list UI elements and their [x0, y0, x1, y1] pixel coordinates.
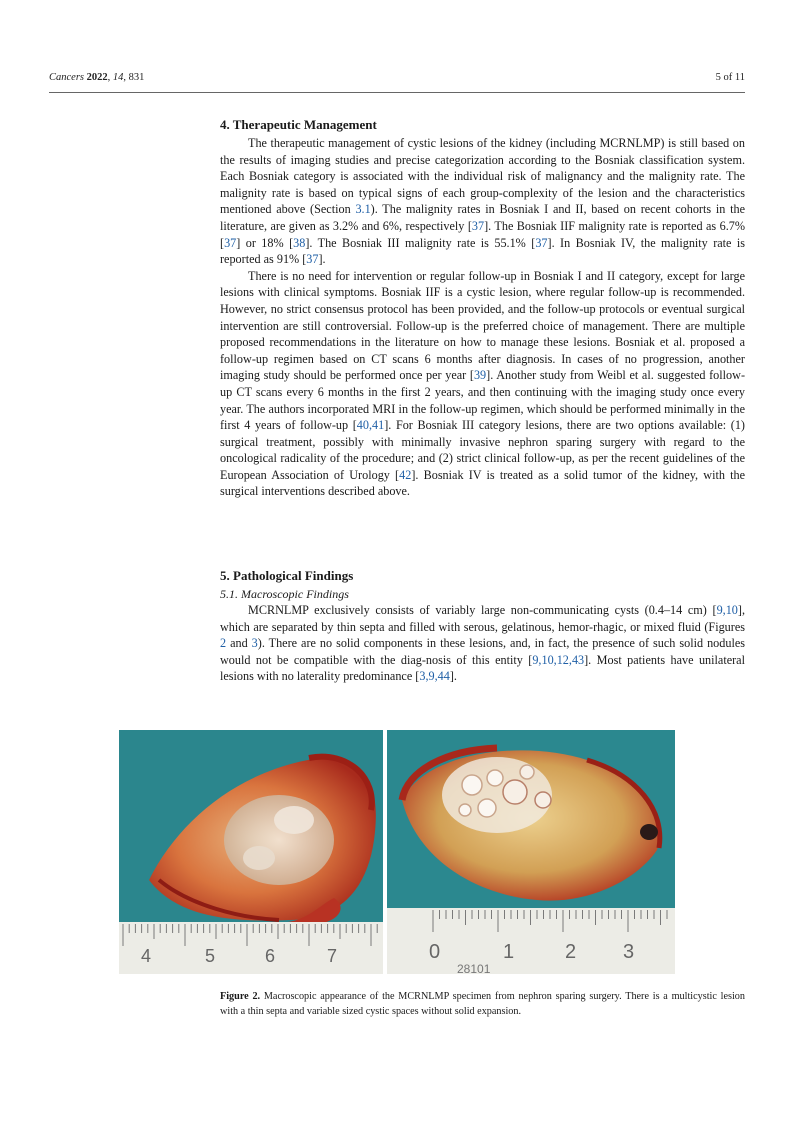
citation-link[interactable]: 3.1 [355, 202, 371, 217]
section-pathological-findings [220, 568, 745, 685]
section-title: 5. Pathological Findings [220, 568, 354, 583]
specimen-right-image [387, 730, 675, 974]
caption-text: Macroscopic appearance of the MCRNLMP specimen from nephron sparing surgery. There is a multicystic lesion with a thin septa and variable sized cystic spaces without solid expansion. [220, 991, 745, 1017]
paragraph: MCRNLMP exclusively consists of variably large non-communicating cysts (0.4–14 cm) [9,10], which are separated by thin septa and filled with serous, gelatinous, hemor-rhagic, or mixed fluid (Figures 2 and 3). There are no solid components in these lesions, and, in fact, the presence of such solid nodules would not be compatible with the diag-nosis of this entity [9,10,12,43]. Most patients have unilateral lesions with no laterality predominance [3,9,44]. [220, 603, 745, 684]
journal-name: Cancers [49, 72, 84, 83]
specimen-photo-right [387, 730, 675, 974]
specimen-photo-left [119, 730, 383, 974]
citation-link[interactable]: 9,10 [716, 603, 738, 617]
citation-link[interactable]: 3 [251, 636, 258, 651]
ruler-label: 3 [623, 941, 635, 963]
section-therapeutic-management [220, 117, 745, 500]
citation-link[interactable]: 2 [220, 636, 227, 651]
journal-citation: Cancers 2022, 14, 831 [49, 72, 145, 83]
citation-link[interactable]: 39 [473, 368, 487, 383]
paragraph: There is no need for intervention or regular follow-up in Bosniak I and II category, except for large lesions with clinical symptoms. Bosniak IIF is a cystic lesion, where regular follow-up is recommended. However, no strict consensus protocol has been provided, and the follow-up protocols or eventual surgical intervention are still controversial. Follow-up is the preferred choice of management. There are multiple proposed recommendations in the literature on how to manage these lesions. Bosniak et al. proposed a follow-up regimen based on CT scans 6 months after diagnosis. In cases of no progression, another imaging study should be performed once per year [39]. Another study from Weibl et al. suggested follow-up CT scans every 6 months in the first 2 years, and then continuing with the imaging study once every year. The authors incorporated MRI in the follow-up regimen, which should be performed minimally in the first 4 years of follow-up [40,41]. For Bosniak III category lesions, there are two options available: (1) surgical treatment, possibly with minimally invasive nephron sparing surgery with regard to the oncological radicality of the procedure; and (2) strict clinical follow-up, as per the recent guidelines of the European Association of Urology [42]. Bosniak IV is treated as a solid tumor of the kidney, with the surgical interventions described above. [220, 268, 746, 499]
citation-link[interactable]: 37 [535, 235, 548, 250]
page-header [49, 72, 745, 86]
ruler-label: 2 [565, 941, 577, 963]
ruler-label: 5 [205, 946, 216, 966]
subsection-title: 5.1. Macroscopic Findings [220, 587, 349, 601]
journal-year: 2022 [86, 72, 108, 83]
caption-label: Figure 2. [220, 991, 261, 1002]
journal-volume: 14 [112, 72, 124, 83]
figure-2 [119, 730, 675, 974]
header-rule [49, 92, 745, 93]
citation-link[interactable]: 3,9,44 [419, 669, 450, 684]
citation-link[interactable]: 40,41 [356, 418, 385, 433]
citation-link[interactable]: 37 [306, 252, 319, 267]
figure-caption [220, 990, 745, 1019]
paragraph: The therapeutic management of cystic lesions of the kidney (including MCRNLMP) is still based on the results of imaging studies and precise categorization according to the Bosniak classification system. Each Bosniak category is associated with the individual risk of malignancy and the malignity rate. The malignity rate is based on typical signs of each group-complexity of the lesion and the characteristics mentioned above (Section 3.1). The malignity rates in Bosniak I and II, based on recent cohorts in the literature, are given as 3.2% and 6%, respectively [37]. The Bosniak IIF malignity rate is reported as 6.7% [37] or 18% [38]. The Bosniak III malignity rate is 55.1% [37]. In Bosniak IV, the malignity rate is reported as 91% [37]. [220, 136, 746, 267]
journal-article: , 831 [123, 72, 145, 83]
ruler-label: 0 [429, 941, 441, 963]
ruler-label: 7 [327, 946, 338, 966]
specimen-left-image [119, 730, 383, 974]
citation-link[interactable]: 38 [293, 235, 306, 250]
citation-link[interactable]: 9,10,12,43 [532, 652, 585, 667]
ruler-label: 6 [265, 946, 276, 966]
citation-link[interactable]: 37 [224, 235, 237, 250]
citation-link[interactable]: 37 [471, 218, 485, 233]
ruler-label: 4 [141, 946, 152, 966]
page-number: 5 of 11 [715, 72, 745, 83]
citation-link[interactable]: 42 [399, 467, 412, 482]
ruler-label: 1 [503, 941, 515, 963]
section-title: 4. Therapeutic Management [220, 117, 377, 132]
ruler-serial: 28101 [457, 962, 491, 974]
cyst-cluster [442, 757, 552, 833]
